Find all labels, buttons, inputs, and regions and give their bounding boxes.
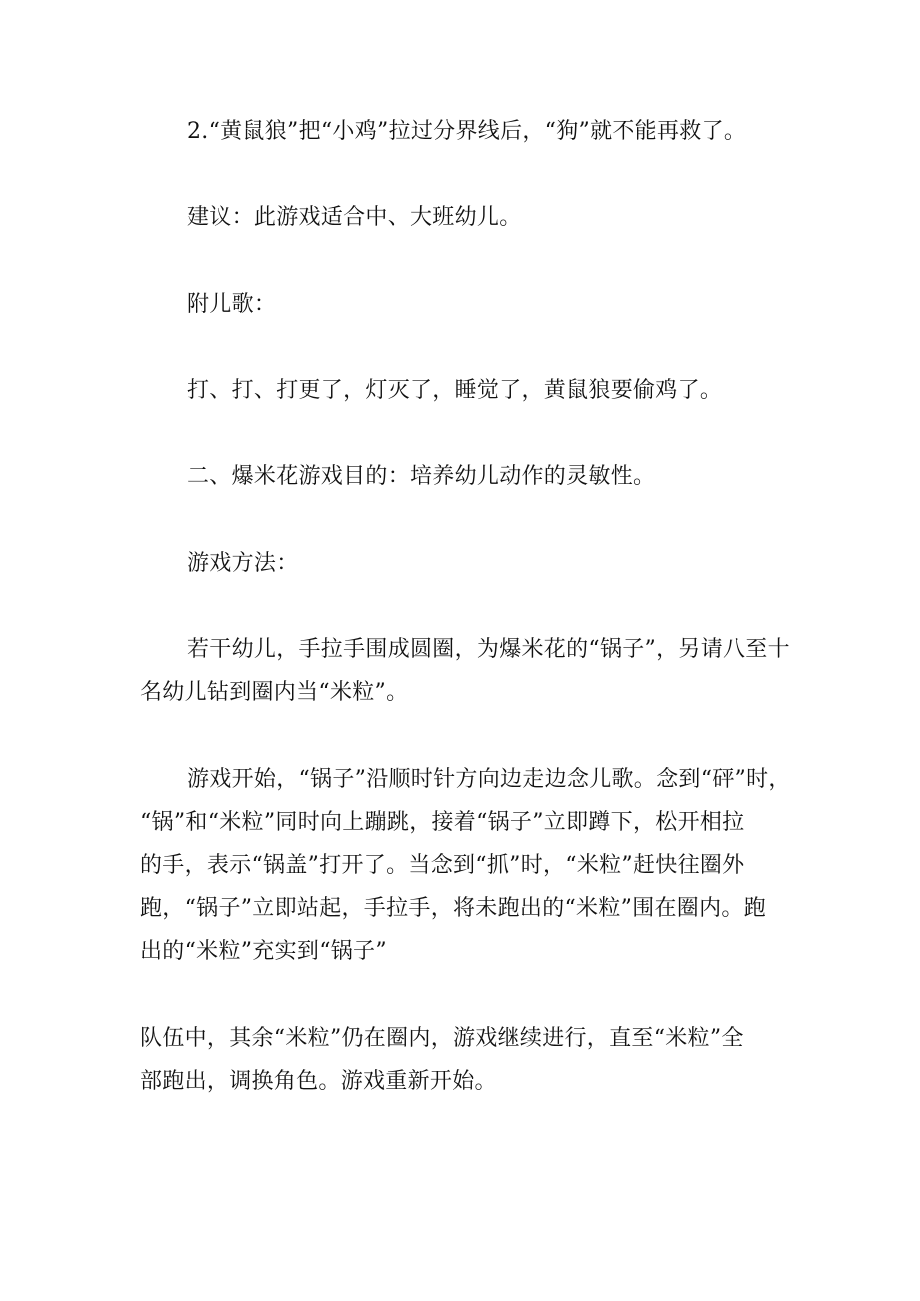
- section-heading: 二、爆米花游戏目的：培养幼儿动作的灵敏性。: [187, 464, 656, 489]
- text-line: 2.“黄鼠狼”把“小鸡”拉过分界线后，“狗”就不能再救了。: [187, 119, 747, 144]
- text-line: 队伍中，其余“米粒”仍在圈内，游戏继续进行，直至“米粒”全: [140, 1026, 744, 1051]
- text-line: 若干幼儿，手拉手围成圆圈，为爆米花的“锅子”，另请八至十: [187, 637, 790, 662]
- text-line: 名幼儿钻到圈内当“米粒”。: [140, 680, 409, 705]
- text-line: “锅”和“米粒”同时向上蹦跳，接着“锅子”立即蹲下，松开相拉: [140, 810, 745, 835]
- text-line: 跑，“锅子”立即站起，手拉手，将未跑出的“米粒”围在圈内。跑: [140, 896, 766, 921]
- text-line: 部跑出，调换角色。游戏重新开始。: [140, 1069, 497, 1094]
- text-line: 打、打、打更了，灯灭了，睡觉了，黄鼠狼要偷鸡了。: [187, 378, 723, 403]
- text-line: 游戏开始，“锅子”沿顺时针方向边走边念儿歌。念到“砰”时，: [187, 767, 791, 792]
- text-line: 的手，表示“锅盖”打开了。当念到“抓”时，“米粒”赶快往圈外: [140, 853, 745, 878]
- text-line: 附儿歌：: [187, 292, 277, 317]
- text-line: 建议：此游戏适合中、大班幼儿。: [187, 205, 522, 230]
- text-line: 出的“米粒”充实到“锅子”: [140, 939, 387, 964]
- text-line: 游戏方法：: [187, 551, 299, 576]
